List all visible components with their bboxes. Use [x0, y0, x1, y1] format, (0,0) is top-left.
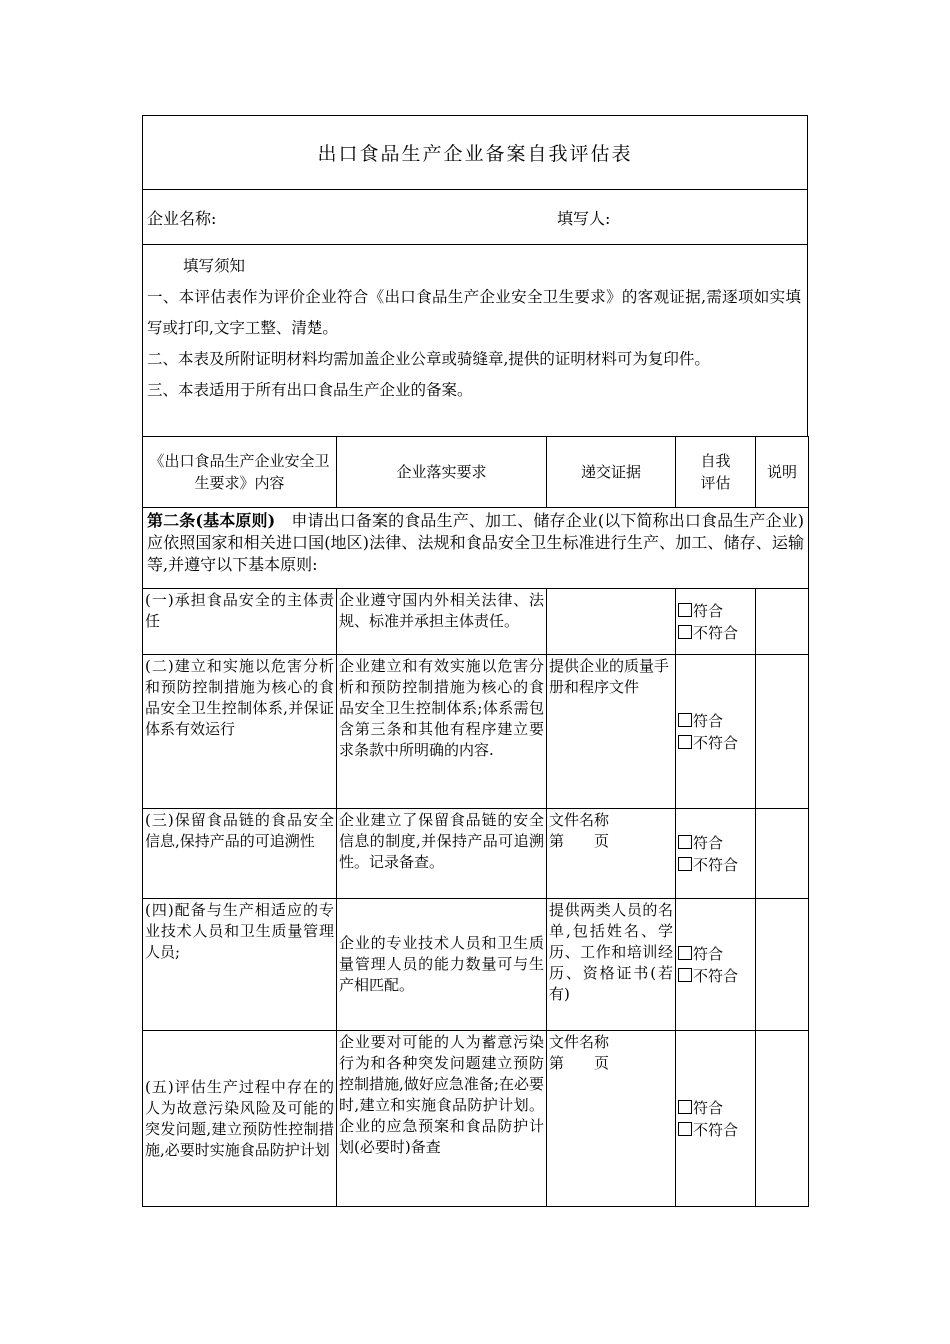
row-requirement: 企业要对可能的人为蓄意污染行为和各种突发问题建立预防控制措施,做好应急准备;在必要时,建立和实施食品防护计划。企业的应急预案和食品防护计划(必要时)备查 — [337, 1031, 547, 1207]
row-requirement: 企业建立了保留食品链的安全信息的制度,并保持产品可追溯性。记录备查。 — [337, 809, 547, 899]
row-remarks — [756, 809, 809, 899]
header-self-assessment: 自我评估 — [676, 437, 756, 508]
instructions-heading: 填写须知 — [183, 257, 246, 275]
check-option-no[interactable] — [678, 622, 753, 644]
checkbox-icon[interactable] — [678, 1122, 692, 1136]
company-name-label: 企业名称: — [147, 208, 217, 228]
row-content: (一)承担食品安全的主体责任 — [143, 589, 337, 655]
option-label: 不符合 — [693, 1120, 739, 1139]
check-option-yes[interactable] — [678, 1097, 753, 1119]
header-requirement: 企业落实要求 — [337, 437, 547, 508]
row-remarks — [756, 655, 809, 809]
table-header-row — [143, 437, 809, 508]
row-content: (二)建立和实施以危害分析和预防控制措施为核心的食品安全卫生控制体系,并保证体系有效运行 — [143, 655, 337, 809]
check-option-no[interactable] — [678, 1119, 753, 1141]
instruction-line-2: 二、本表及所附证明材料均需加盖企业公章或骑缝章,提供的证明材料可为复印件。 — [147, 350, 710, 368]
row-self-assessment — [676, 655, 756, 809]
instruction-line-1: 一、本评估表作为评价企业符合《出口食品生产企业安全卫生要求》的客观证据,需逐项如实填写或打印,文字工整、清楚。 — [147, 288, 801, 337]
row-remarks — [756, 1031, 809, 1207]
instruction-line-3: 三、本表适用于所有出口食品生产企业的备案。 — [147, 381, 473, 399]
table-row — [143, 1031, 809, 1207]
check-option-yes[interactable] — [678, 943, 753, 965]
row-content: (四)配备与生产相适应的专业技术人员和卫生质量管理人员; — [143, 899, 337, 1031]
row-content: (五)评估生产过程中存在的人为故意污染风险及可能的突发问题,建立预防性控制措施,必要时实施食品防护计划 — [143, 1031, 337, 1207]
checkbox-icon[interactable] — [678, 713, 692, 727]
table-row — [143, 809, 809, 899]
row-evidence: 提供两类人员的名单,包括姓名、学历、工作和培训经历、资格证书(若有) — [547, 899, 676, 1031]
checkbox-icon[interactable] — [678, 857, 692, 871]
writer-label: 填写人: — [557, 208, 611, 228]
option-label: 不符合 — [693, 623, 739, 642]
row-evidence: 文件名称 第 页 — [547, 1031, 676, 1207]
checkbox-icon[interactable] — [678, 603, 692, 617]
form-sheet — [142, 115, 808, 1207]
checkbox-icon[interactable] — [678, 735, 692, 749]
row-content: (三)保留食品链的食品安全信息,保持产品的可追溯性 — [143, 809, 337, 899]
assessment-table — [142, 436, 809, 1207]
checkbox-icon[interactable] — [678, 835, 692, 849]
header-remarks: 说明 — [756, 437, 809, 508]
row-requirement: 企业的专业技术人员和卫生质量管理人员的能力数量可与生产相匹配。 — [337, 899, 547, 1031]
option-label: 不符合 — [693, 733, 739, 752]
header-evidence: 递交证据 — [547, 437, 676, 508]
article-row — [143, 508, 809, 589]
option-label: 符合 — [693, 711, 724, 730]
checkbox-icon[interactable] — [678, 946, 692, 960]
table-row — [143, 899, 809, 1031]
instructions — [142, 244, 808, 436]
row-requirement: 企业建立和有效实施以危害分析和预防控制措施为核心的食品安全卫生控制体系;体系需包含第三条和其他有程序建立要求条款中所明确的内容. — [337, 655, 547, 809]
row-evidence — [547, 589, 676, 655]
check-option-yes[interactable] — [678, 600, 753, 622]
option-label: 符合 — [693, 833, 724, 852]
row-self-assessment — [676, 809, 756, 899]
check-option-yes[interactable] — [678, 710, 753, 732]
row-self-assessment — [676, 899, 756, 1031]
checkbox-icon[interactable] — [678, 625, 692, 639]
check-option-no[interactable] — [678, 854, 753, 876]
check-option-no[interactable] — [678, 965, 753, 987]
row-remarks — [756, 589, 809, 655]
row-self-assessment — [676, 1031, 756, 1207]
option-label: 不符合 — [693, 855, 739, 874]
option-label: 符合 — [693, 944, 724, 963]
row-evidence: 文件名称 第 页 — [547, 809, 676, 899]
checkbox-icon[interactable] — [678, 968, 692, 982]
table-row — [143, 589, 809, 655]
option-label: 符合 — [693, 1098, 724, 1117]
article-title: 第二条(基本原则) — [147, 511, 276, 530]
check-option-yes[interactable] — [678, 832, 753, 854]
option-label: 符合 — [693, 601, 724, 620]
form-title: 出口食品生产企业备案自我评估表 — [142, 115, 808, 189]
option-label: 不符合 — [693, 966, 739, 985]
row-evidence: 提供企业的质量手册和程序文件 — [547, 655, 676, 809]
table-row — [143, 655, 809, 809]
fill-info-row — [142, 189, 808, 244]
row-self-assessment — [676, 589, 756, 655]
header-content: 《出口食品生产企业安全卫生要求》内容 — [143, 437, 337, 508]
row-requirement: 企业遵守国内外相关法律、法规、标准并承担主体责任。 — [337, 589, 547, 655]
article-text: 申请出口备案的食品生产、加工、储存企业(以下简称出口食品生产企业)应依照国家和相关进口国(地区)法律、法规和食品安全卫生标准进行生产、加工、储存、运输等,并遵守以下基本原则: — [147, 511, 804, 574]
article-cell — [143, 508, 809, 589]
checkbox-icon[interactable] — [678, 1100, 692, 1114]
check-option-no[interactable] — [678, 732, 753, 754]
row-remarks — [756, 899, 809, 1031]
